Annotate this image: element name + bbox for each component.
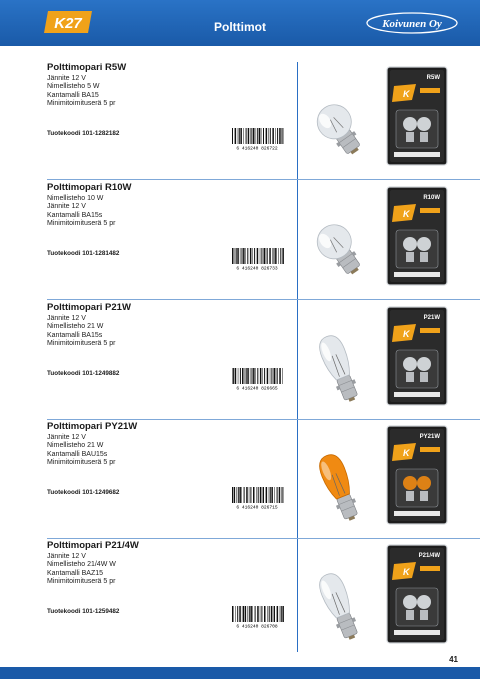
barcode — [228, 606, 286, 628]
row-divider — [47, 419, 480, 420]
product-spec: Nimellisteho 21 W — [47, 442, 104, 450]
product-spec: Jännite 12 V — [47, 315, 86, 322]
product-spec: Kantamalli BA15 — [47, 91, 99, 99]
row-divider — [47, 299, 480, 300]
product-row — [0, 421, 480, 539]
product-text-block — [47, 182, 287, 228]
product-code: Tuotekoodi 101-1249882 — [47, 370, 120, 377]
koivunen-logo — [366, 12, 458, 34]
koivunen-logo-text: Koivunen Oy — [382, 18, 442, 30]
product-spec: Jännite 12 V — [47, 203, 86, 211]
page-title: Polttimot — [214, 20, 266, 34]
k27-logo-text: K27 — [54, 15, 82, 32]
bulb-image — [300, 86, 380, 168]
product-title: Polttimopari P21/4W — [47, 540, 139, 551]
bulb-image — [300, 445, 380, 527]
barcode — [228, 368, 286, 390]
product-spec: Kantamalli BA15s — [47, 331, 103, 339]
blister-package-image — [386, 306, 448, 406]
product-spec: Minimitoimituserä 5 pr — [47, 458, 116, 466]
product-title: Polttimopari P21W — [47, 302, 131, 313]
row-divider — [47, 538, 480, 539]
package-label: P21W — [423, 315, 440, 321]
product-spec: Jännite 12 V — [47, 434, 86, 441]
package-label: P21/4W — [418, 553, 440, 559]
product-code: Tuotekoodi 101-1249682 — [47, 489, 120, 496]
product-code: Tuotekoodi 101-1259482 — [47, 608, 120, 615]
svg-text:K: K — [403, 329, 410, 339]
bulb-image — [300, 326, 380, 408]
product-spec: Nimellisteho 21 W — [47, 323, 104, 331]
page-number: 41 — [449, 655, 458, 664]
product-spec: Kantamalli BAU15s — [47, 450, 108, 458]
barcode-number: 6 416240 826708 — [236, 624, 278, 628]
bulb-image — [300, 206, 380, 288]
barcode — [228, 128, 286, 150]
page-footer-bar — [0, 667, 480, 679]
product-spec: Nimellisteho 5 W — [47, 83, 100, 91]
product-spec: Kantamalli BA15s — [47, 211, 103, 219]
svg-text:K: K — [403, 209, 410, 219]
blister-package-image — [386, 66, 448, 166]
product-text-block — [47, 540, 287, 586]
product-spec: Minimitoimituserä 5 pr — [47, 339, 116, 347]
product-spec: Nimellisteho 21/4W W — [47, 561, 116, 569]
product-spec: Minimitoimituserä 5 pr — [47, 99, 116, 107]
barcode — [228, 248, 286, 270]
product-spec: Jännite 12 V — [47, 75, 86, 82]
product-row — [0, 62, 480, 180]
blister-package-image — [386, 425, 448, 525]
svg-text:K: K — [403, 89, 410, 99]
svg-text:K: K — [403, 567, 410, 577]
package-label: PY21W — [419, 434, 440, 440]
product-text-block — [47, 302, 287, 348]
product-text-block — [47, 62, 287, 108]
product-spec: Minimitoimituserä 5 pr — [47, 219, 116, 227]
product-spec: Jännite 12 V — [47, 553, 86, 560]
package-label: R5W — [426, 75, 440, 81]
product-code: Tuotekoodi 101-1281482 — [47, 250, 120, 257]
row-divider — [47, 179, 480, 180]
barcode — [228, 487, 286, 509]
product-title: Polttimopari PY21W — [47, 421, 138, 432]
product-row — [0, 540, 480, 658]
svg-text:K: K — [403, 448, 410, 458]
product-title: Polttimopari R5W — [47, 62, 127, 73]
product-code: Tuotekoodi 101-1282182 — [47, 130, 120, 137]
product-row — [0, 182, 480, 300]
barcode-number: 6 416240 826722 — [236, 146, 278, 150]
product-spec: Nimellisteho 10 W — [47, 195, 104, 202]
bulb-image — [300, 564, 380, 646]
package-label: R10W — [423, 195, 440, 201]
product-text-block — [47, 421, 287, 467]
page-header — [0, 0, 480, 46]
blister-package-image — [386, 186, 448, 286]
product-spec: Kantamalli BAZ15 — [47, 569, 104, 577]
product-spec: Minimitoimituserä 5 pr — [47, 577, 116, 585]
product-title: Polttimopari R10W — [47, 182, 132, 193]
blister-package-image — [386, 544, 448, 644]
barcode-number: 6 416240 826665 — [236, 386, 278, 390]
product-row — [0, 302, 480, 420]
barcode-number: 6 416240 826715 — [236, 505, 278, 509]
barcode-number: 6 416240 826733 — [236, 266, 278, 270]
